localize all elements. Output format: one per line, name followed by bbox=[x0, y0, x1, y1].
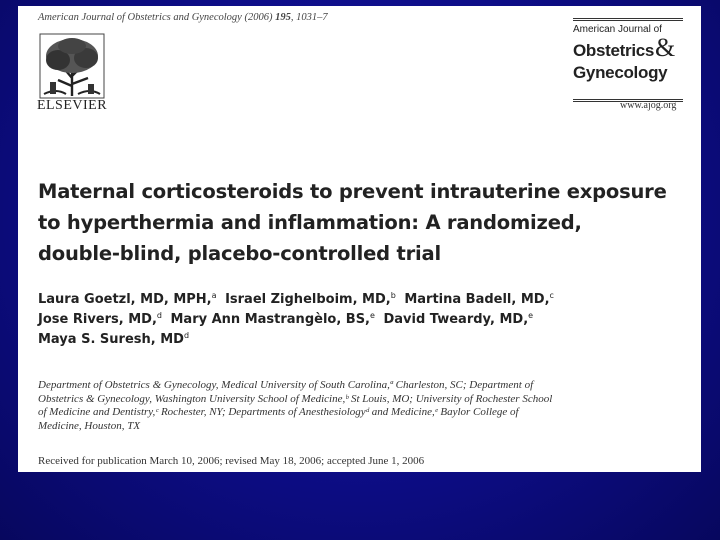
article-title bbox=[38, 176, 698, 269]
author-affiliation-mark: e bbox=[370, 311, 375, 320]
author-name: Mary Ann Mastrangèlo, BS, bbox=[170, 312, 371, 327]
author-name: Laura Goetzl, MD, MPH, bbox=[38, 292, 212, 307]
title-line: Maternal corticosteroids to prevent intrauterine exposure bbox=[38, 180, 667, 203]
author-name: Maya S. Suresh, MD bbox=[38, 332, 184, 347]
affiliation-line: Department of Obstetrics & Gynecology, Medical University of South Carolina,ª Charleston, SC; Department of bbox=[38, 379, 534, 391]
received-dates: Received for publication March 10, 2006; revised May 18, 2006; accepted June 1, 2006 bbox=[38, 455, 425, 467]
author-affiliation-mark: a bbox=[211, 291, 217, 300]
affiliation-line: of Medicine and Dentistry,ᶜ Rochester, NY; Departments of Anesthesiologyᵈ and Medicine,ᵉ Baylor College of bbox=[38, 406, 519, 418]
journal-masthead bbox=[573, 18, 683, 102]
affiliation-line: Obstetrics & Gynecology, Washington University School of Medicine,ᵇ St Louis, MO; University of Rochester School bbox=[38, 392, 553, 405]
journal-name-obstetrics: Obstetrics bbox=[573, 41, 655, 60]
title-line: double-blind, placebo-controlled trial bbox=[38, 242, 441, 265]
journal-name-gynecology: Gynecology bbox=[573, 63, 668, 82]
journal-name-prefix: American Journal of bbox=[573, 24, 662, 35]
journal-url: www.ajog.org bbox=[620, 100, 677, 111]
author-affiliation-mark: b bbox=[390, 291, 396, 300]
author-affiliation-mark: d bbox=[183, 331, 190, 340]
author-list bbox=[38, 290, 698, 350]
citation-volume: 195 bbox=[275, 12, 291, 23]
author-line bbox=[38, 290, 698, 310]
author-line bbox=[38, 310, 698, 330]
author-name: Jose Rivers, MD, bbox=[38, 312, 157, 327]
publisher-name: ELSEVIER bbox=[36, 98, 108, 113]
journal-ampersand: & bbox=[655, 33, 676, 62]
author-affiliation-mark: c bbox=[549, 291, 554, 300]
journal-citation bbox=[38, 12, 328, 23]
title-line: to hyperthermia and inflammation: A randomized, bbox=[38, 211, 582, 234]
author-name: Martina Badell, MD, bbox=[404, 292, 550, 307]
affiliation-line: Medicine, Houston, TX bbox=[38, 419, 141, 432]
paper-page bbox=[18, 6, 701, 472]
author-name: David Tweardy, MD, bbox=[383, 312, 529, 327]
author-line bbox=[38, 330, 698, 350]
author-affiliation-mark: e bbox=[528, 311, 534, 320]
affiliations bbox=[38, 379, 678, 433]
citation-journal: American Journal of Obstetrics and Gynecology (2006) bbox=[38, 12, 276, 23]
author-affiliation-mark: d bbox=[156, 311, 162, 320]
citation-pages: , 1031–7 bbox=[290, 12, 328, 23]
author-name: Israel Zighelboim, MD, bbox=[225, 292, 391, 307]
